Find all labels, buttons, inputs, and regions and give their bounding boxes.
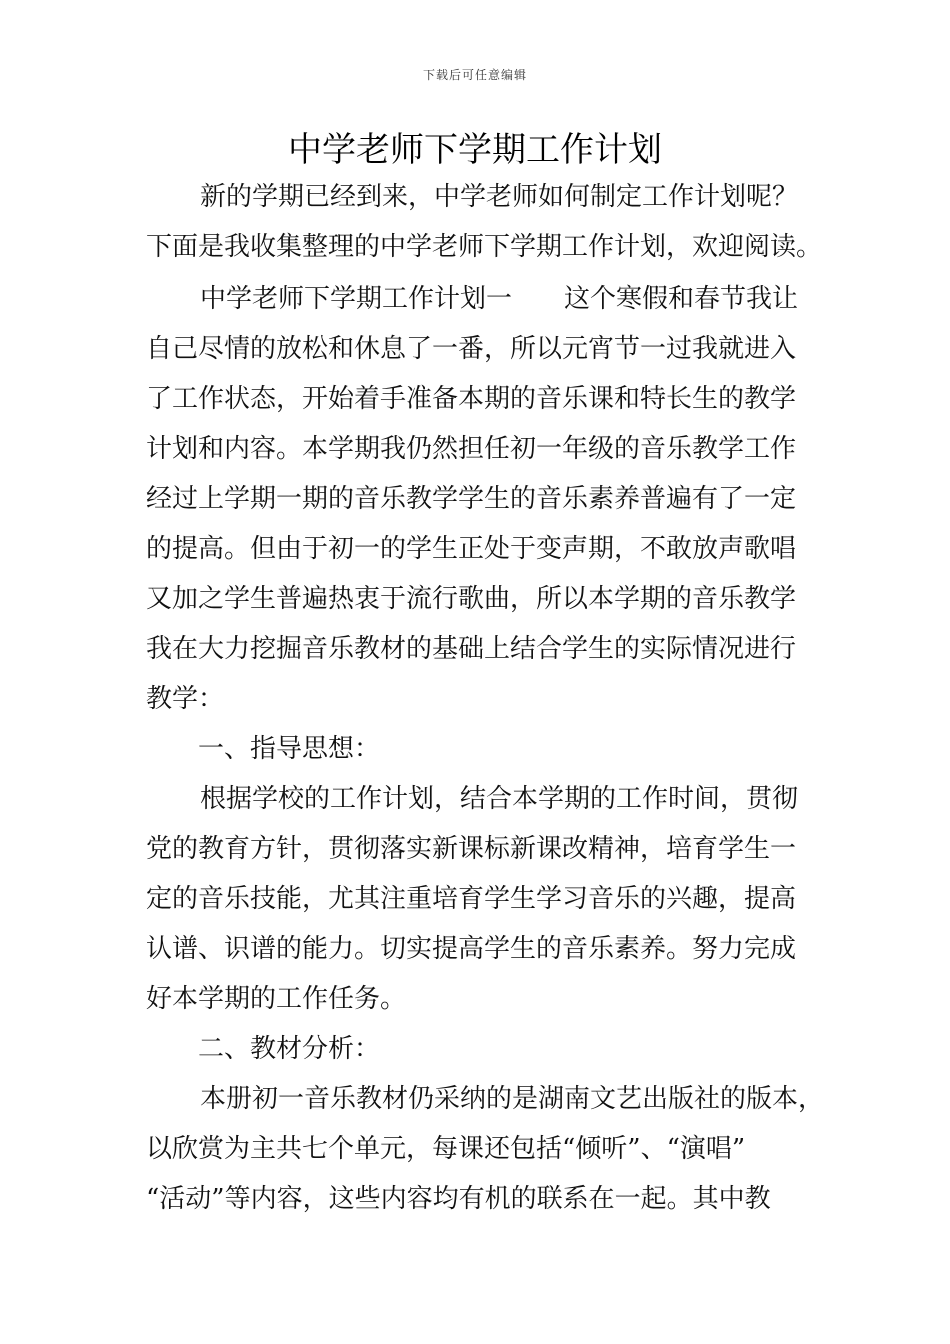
paragraph-line: 计划和内容。本学期我仍然担任初一年级的音乐教学工作 bbox=[146, 434, 797, 464]
paragraph-line: 又加之学生普遍热衷于流行歌曲，所以本学期的音乐教学 bbox=[146, 584, 797, 614]
document-title: 中学老师下学期工作计划 bbox=[288, 130, 662, 170]
paragraph-line: 根据学校的工作计划，结合本学期的工作时间，贯彻 bbox=[200, 784, 799, 814]
paragraph-line: 经过上学期一期的音乐教学学生的音乐素养普遍有了一定 bbox=[146, 484, 797, 514]
paragraph-line: 本册初一音乐教材仍采纳的是湖南文艺出版社的版本， bbox=[200, 1084, 825, 1114]
section-heading-textbook-analysis: 二、教材分析： bbox=[198, 1034, 381, 1064]
paragraph-line: 教学： bbox=[146, 684, 225, 714]
page-header-note: 下载后可任意编辑 bbox=[422, 68, 527, 82]
paragraph-line: 以欣赏为主共七个单元，每课还包括“倾听”、“演唱” bbox=[146, 1134, 746, 1164]
paragraph-line: 下面是我收集整理的中学老师下学期工作计划，欢迎阅读。 bbox=[146, 232, 823, 262]
paragraph-line: 我在大力挖掘音乐教材的基础上结合学生的实际情况进行 bbox=[146, 634, 797, 664]
paragraph-line: 了工作状态，开始着手准备本期的音乐课和特长生的教学 bbox=[146, 384, 797, 414]
paragraph-line: 党的教育方针，贯彻落实新课标新课改精神，培育学生一 bbox=[146, 834, 797, 864]
paragraph-line: 中学老师下学期工作计划一 这个寒假和春节我让 bbox=[200, 284, 799, 314]
paragraph-line: 认谱、识谱的能力。切实提高学生的音乐素养。努力完成 bbox=[146, 934, 797, 964]
paragraph-line: “活动”等内容，这些内容均有机的联系在一起。其中教 bbox=[146, 1184, 771, 1214]
paragraph-line: 自己尽情的放松和休息了一番，所以元宵节一过我就进入 bbox=[146, 334, 797, 364]
paragraph-line: 的提高。但由于初一的学生正处于变声期，不敢放声歌唱 bbox=[146, 534, 797, 564]
paragraph-line: 新的学期已经到来，中学老师如何制定工作计划呢？ bbox=[200, 182, 799, 212]
paragraph-line: 定的音乐技能，尤其注重培育学生学习音乐的兴趣，提高 bbox=[146, 884, 797, 914]
paragraph-line: 好本学期的工作任务。 bbox=[146, 984, 407, 1014]
section-heading-guiding-ideology: 一、指导思想： bbox=[198, 734, 381, 764]
